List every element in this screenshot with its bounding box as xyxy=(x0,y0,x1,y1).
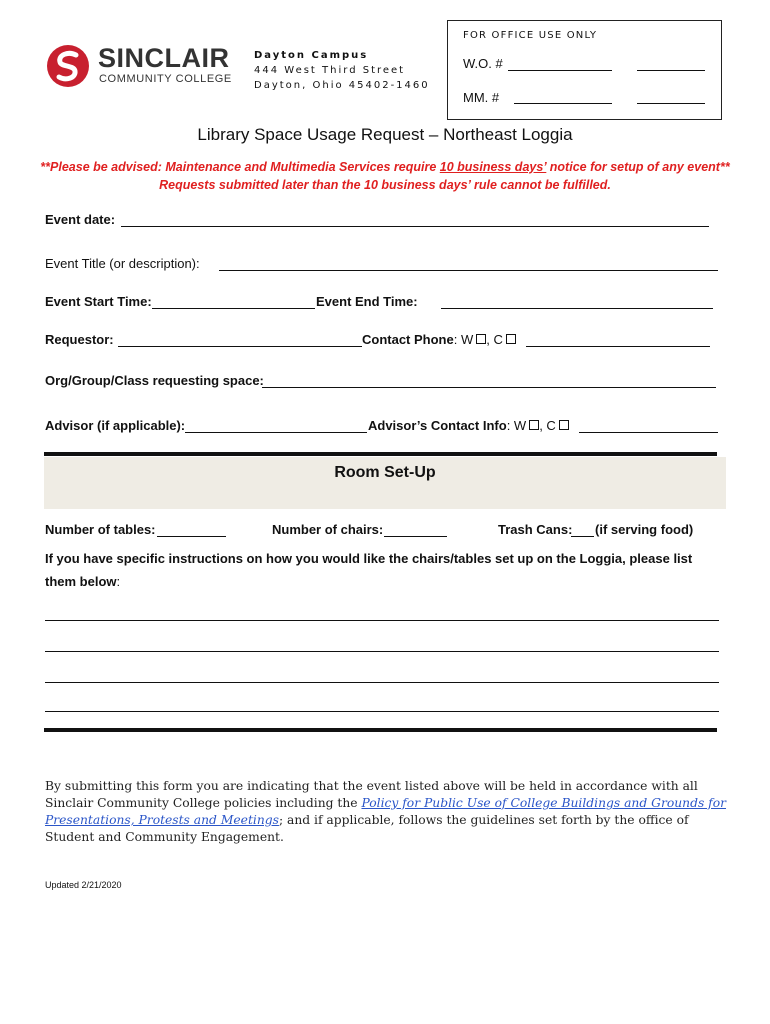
policy-link[interactable]: Policy for Public Use of College Buildings and Grounds for Presentations, Protests and Meetings xyxy=(45,796,726,827)
chairs-label: Number of chairs: xyxy=(272,522,384,537)
org-label: Org/Group/Class requesting space: xyxy=(45,373,264,388)
section-divider-top xyxy=(44,452,717,456)
logo-wordmark: SINCLAIR xyxy=(98,43,230,73)
requestor-input[interactable] xyxy=(118,346,362,347)
event-date-input[interactable] xyxy=(121,226,709,227)
phone-c-checkbox[interactable] xyxy=(506,334,516,344)
instructions-colon: : xyxy=(116,574,121,589)
agreement-text-a: By submitting this form you are indicating that the event listed above will be held in accordance with all Sinclair Community College policies including the xyxy=(45,779,698,810)
mm-label: MM. # xyxy=(463,90,500,105)
advisor-c-label: , C xyxy=(539,418,556,433)
trash-label: Trash Cans: xyxy=(498,522,573,537)
advisor-contact-input[interactable] xyxy=(579,432,718,433)
advisor-input[interactable] xyxy=(185,432,367,433)
advisor-c-checkbox[interactable] xyxy=(559,420,569,430)
form-title: Library Space Usage Request – Northeast Loggia xyxy=(197,125,573,144)
phone-w-label: : W xyxy=(453,332,474,347)
notice-text-a: **Please be advised: Maintenance and Multimedia Services require xyxy=(40,160,440,174)
campus-street: 444 West Third Street xyxy=(254,65,406,76)
section-divider-bottom xyxy=(44,728,717,732)
agreement-paragraph xyxy=(45,778,735,846)
trash-input[interactable] xyxy=(571,536,594,537)
phone-c-label: , C xyxy=(486,332,503,347)
instructions-input-2[interactable] xyxy=(45,651,719,652)
campus-city: Dayton, Ohio 45402-1460 xyxy=(254,80,430,91)
campus-address xyxy=(254,48,430,93)
event-title-input[interactable] xyxy=(219,270,718,271)
wo-label: W.O. # xyxy=(463,56,503,71)
phone-w-checkbox[interactable] xyxy=(476,334,486,344)
event-start-label: Event Start Time: xyxy=(45,294,152,309)
campus-name: Dayton Campus xyxy=(254,50,369,61)
trash-note: (if serving food) xyxy=(595,522,694,537)
contact-phone-wrap xyxy=(362,332,516,347)
notice-line-1 xyxy=(0,160,770,174)
advisor-w-label: : W xyxy=(506,418,527,433)
contact-phone-input[interactable] xyxy=(526,346,710,347)
wo-field[interactable] xyxy=(508,69,612,71)
wo-field-2[interactable] xyxy=(637,69,705,71)
instructions-input-4[interactable] xyxy=(45,711,719,712)
agreement-text-b: ; and if applicable, follows the guidelines set forth by the office of Student and Community Engagement. xyxy=(45,813,689,844)
org-input[interactable] xyxy=(262,387,716,388)
instructions-input-1[interactable] xyxy=(45,620,719,621)
instructions-line-2: them below xyxy=(45,574,117,589)
event-end-input[interactable] xyxy=(441,308,713,309)
event-end-label: Event End Time: xyxy=(316,294,418,309)
mm-field[interactable] xyxy=(514,102,612,104)
advisor-contact-wrap xyxy=(368,418,569,433)
notice-line-2: Requests submitted later than the 10 business days’ rule cannot be fulfilled. xyxy=(159,178,611,192)
event-title-label-wrap: Event Title (or description): xyxy=(45,256,200,271)
logo-subtitle: COMMUNITY COLLEGE xyxy=(99,73,232,85)
event-date-label: Event date: xyxy=(45,212,116,227)
advisor-label: Advisor (if applicable): xyxy=(45,418,186,433)
notice-text-b: notice for setup of any event** xyxy=(546,160,730,174)
updated-date: Updated 2/21/2020 xyxy=(45,880,122,890)
advisor-w-checkbox[interactable] xyxy=(529,420,539,430)
tables-label: Number of tables: xyxy=(45,522,156,537)
tables-input[interactable] xyxy=(157,536,226,537)
instructions-line-1: If you have specific instructions on how you would like the chairs/tables set up on the Loggia, please list xyxy=(45,551,693,566)
office-use-title: FOR OFFICE USE ONLY xyxy=(463,30,598,41)
instructions-line-2-wrap xyxy=(45,574,120,589)
event-title-label: Event Title (or description) xyxy=(45,256,197,271)
chairs-input[interactable] xyxy=(384,536,447,537)
mm-field-2[interactable] xyxy=(637,102,705,104)
event-start-input[interactable] xyxy=(152,308,315,309)
instructions-input-3[interactable] xyxy=(45,682,719,683)
requestor-label: Requestor: xyxy=(45,332,114,347)
room-setup-title: Room Set-Up xyxy=(334,464,436,481)
notice-underlined: 10 business days’ xyxy=(439,160,547,174)
advisor-contact-label: Advisor’s Contact Info xyxy=(368,418,507,433)
contact-phone-label: Contact Phone xyxy=(362,332,454,347)
